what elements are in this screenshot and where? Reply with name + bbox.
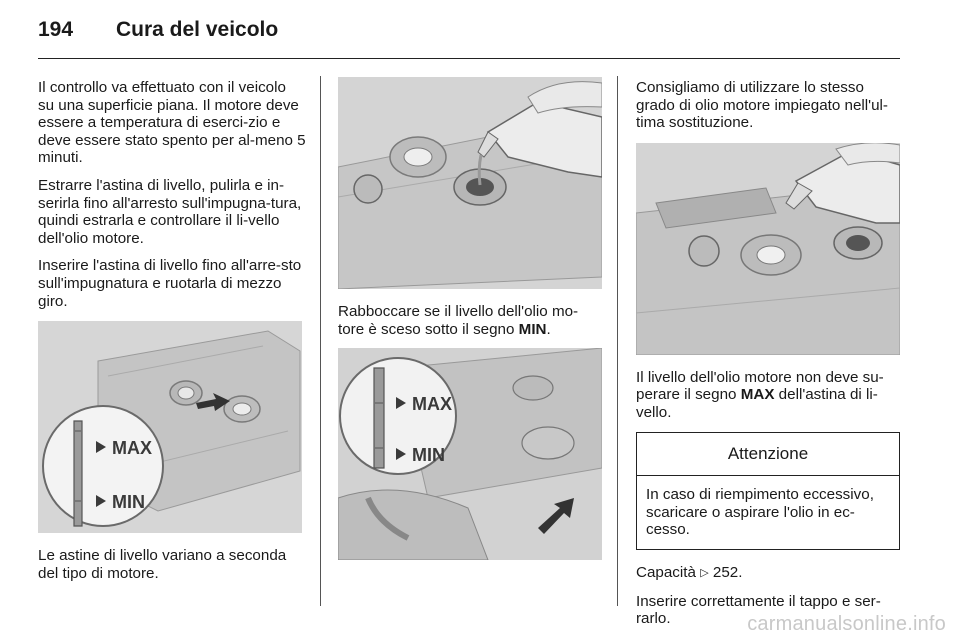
paragraph-pull-dipstick: Estrarre l'astina di livello, pulirla e in-serirla fino all'arresto sull'impugna-tura, quindi estrarla e controllare il li-vello dell'olio motore. <box>38 176 302 247</box>
column-3 <box>636 79 900 638</box>
oil-filling-illustration <box>636 143 900 355</box>
attention-box-title: Attenzione <box>637 433 899 477</box>
engine-dipstick-illustration <box>38 321 302 533</box>
paragraph-check-conditions: Il controllo va effettuato con il veicolo su una superficie piana. Il motore deve essere a temperatura di eserci-zio e deve essere stato spento per al-meno 5 minuti. <box>38 79 306 167</box>
max-level-text: Il livello dell'olio motore non deve su-perare il segno <box>636 368 884 404</box>
attention-box <box>636 432 900 550</box>
figure-dipstick-levels <box>38 321 302 533</box>
top-up-text-end: . <box>546 320 551 338</box>
page-title: Cura del veicolo <box>116 18 279 41</box>
paragraph-capacity <box>636 564 900 583</box>
paragraph-insert-dipstick: Inserire l'astina di livello fino all'arre-sto sull'impugnatura e ruotarla di mezzo giro. <box>38 257 302 310</box>
fig2-min-label: MIN <box>412 445 445 466</box>
fig1-max-label: MAX <box>112 438 152 459</box>
figure-oil-filling <box>636 143 900 355</box>
capacity-page-ref[interactable]: 252. <box>712 563 743 581</box>
fig2-max-label: MAX <box>412 394 452 415</box>
paragraph-top-up <box>338 303 602 338</box>
paragraph-max-level <box>636 369 900 422</box>
figure-oil-pouring <box>338 77 602 289</box>
column-1 <box>38 79 306 592</box>
max-mark-text: MAX <box>740 386 775 404</box>
min-mark-text: MIN <box>518 320 547 338</box>
column-2 <box>338 77 602 560</box>
figure-engine-dipstick-location <box>338 348 602 560</box>
capacity-label: Capacità <box>636 563 696 581</box>
paragraph-oil-grade: Consigliamo di utilizzare lo stesso grado di olio motore impiegato nell'ul-tima sostituzione. <box>636 79 888 132</box>
paragraph-dipstick-variants: Le astine di livello variano a seconda del tipo di motore. <box>38 547 287 582</box>
engine-bay-illustration <box>338 348 602 560</box>
triangle-reference-icon: ▷ <box>700 566 709 579</box>
paragraph-cap-tighten: Inserire correttamente il tappo e ser-rarlo. <box>636 592 881 628</box>
top-up-text: Rabboccare se il livello dell'olio mo-tore è sceso sotto il segno <box>338 303 579 338</box>
page-number: 194 <box>38 18 74 41</box>
oil-pouring-illustration <box>338 77 602 289</box>
fig1-min-label: MIN <box>112 492 145 513</box>
column-divider-2 <box>617 76 618 606</box>
watermark[interactable]: carmanualsonline.info <box>747 613 946 635</box>
max-level-text-end: dell'astina di li-vello. <box>636 386 878 421</box>
column-divider-1 <box>320 76 321 606</box>
attention-box-body: In caso di riempimento eccessivo, scaricare o aspirare l'olio in ec-cesso. <box>646 486 874 539</box>
header-rule <box>38 58 900 59</box>
